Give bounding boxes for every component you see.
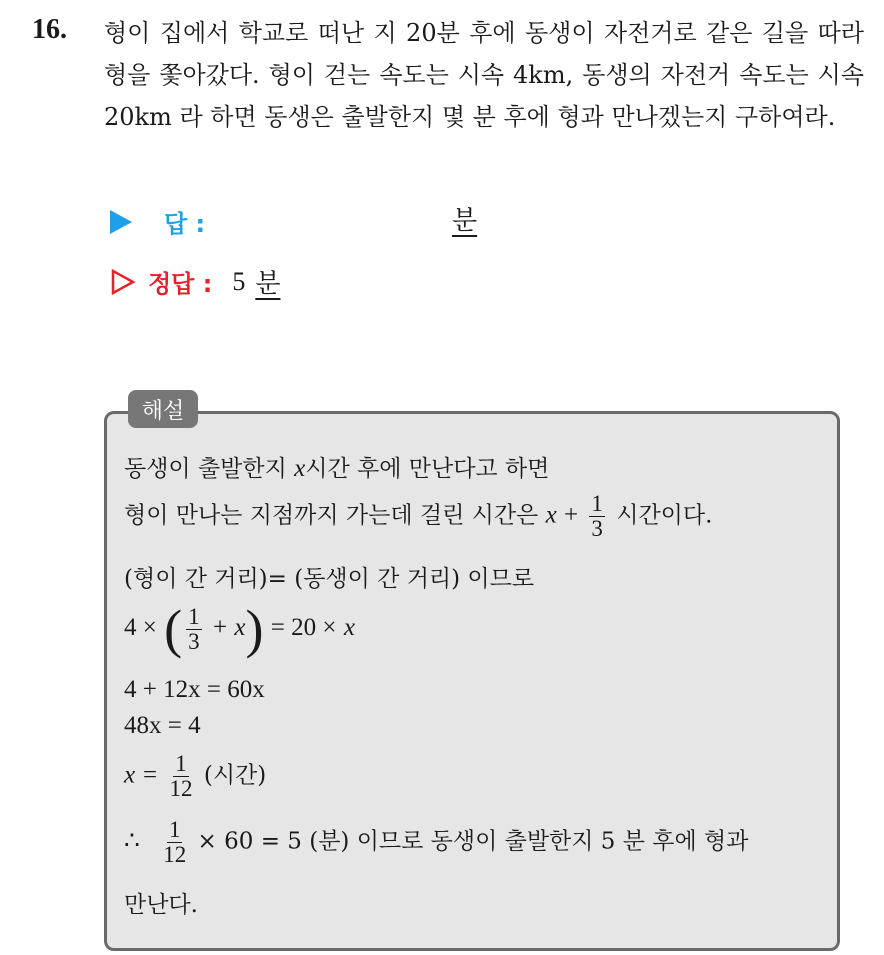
explanation-line-3: (형이 간 거리)= (동생이 간 거리) 이므로 [124, 566, 535, 592]
question-number: 16. [32, 14, 67, 45]
fraction: $\frac{1}{3}$ [591, 491, 603, 541]
explanation-line-1: 동생이 출발한지 x시간 후에 만난다고 하면 [124, 455, 550, 482]
answer-label: 답 : [164, 210, 206, 238]
play-triangle-icon [110, 210, 132, 234]
equation-2: 4 + 12x = 60x [124, 676, 265, 703]
correct-answer-label: 정답 : [148, 270, 213, 298]
equation-1: 4 × ( $\frac{1}{3}$ + x) = 20 × x [124, 599, 355, 659]
explanation-tag: 해설 [128, 390, 198, 428]
answer-unit: 분 [452, 206, 478, 236]
correct-answer-row [110, 263, 280, 300]
correct-answer-unit: 분 [255, 269, 281, 299]
outline-triangle-icon [110, 268, 136, 296]
correct-answer-value: 5 [232, 266, 246, 296]
equation-5: ∴ $\frac{1}{12}$ × 60 = 5 (분) 이므로 동생이 출발한지 5 분 후에 형과 [124, 817, 749, 867]
fraction: $\frac{1}{3}$ [188, 603, 200, 654]
question-text: 형이 집에서 학교로 떠난 지 20분 후에 동생이 자전거로 같은 길을 따라 형을 쫓아갔다. 형이 걷는 속도는 시속 4km, 동생의 자전거 속도는 시속 20km 라 하면 동생은 출발한지 몇 분 후에 형과 만나겠는지 구하여라. [104, 19, 864, 131]
fraction: $\frac{1}{12}$ [169, 751, 193, 801]
fraction: $\frac{1}{12}$ [163, 817, 187, 867]
answer-row [110, 204, 205, 239]
equation-3: 48x = 4 [124, 712, 201, 739]
explanation-line-2: 형이 만나는 지점까지 가는데 걸린 시간은 x + $\frac{1}{3}$ 시간이다. [124, 491, 713, 541]
equation-4: x = $\frac{1}{12}$ (시간) [124, 751, 267, 801]
equation-5-continued: 만난다. [124, 892, 198, 918]
